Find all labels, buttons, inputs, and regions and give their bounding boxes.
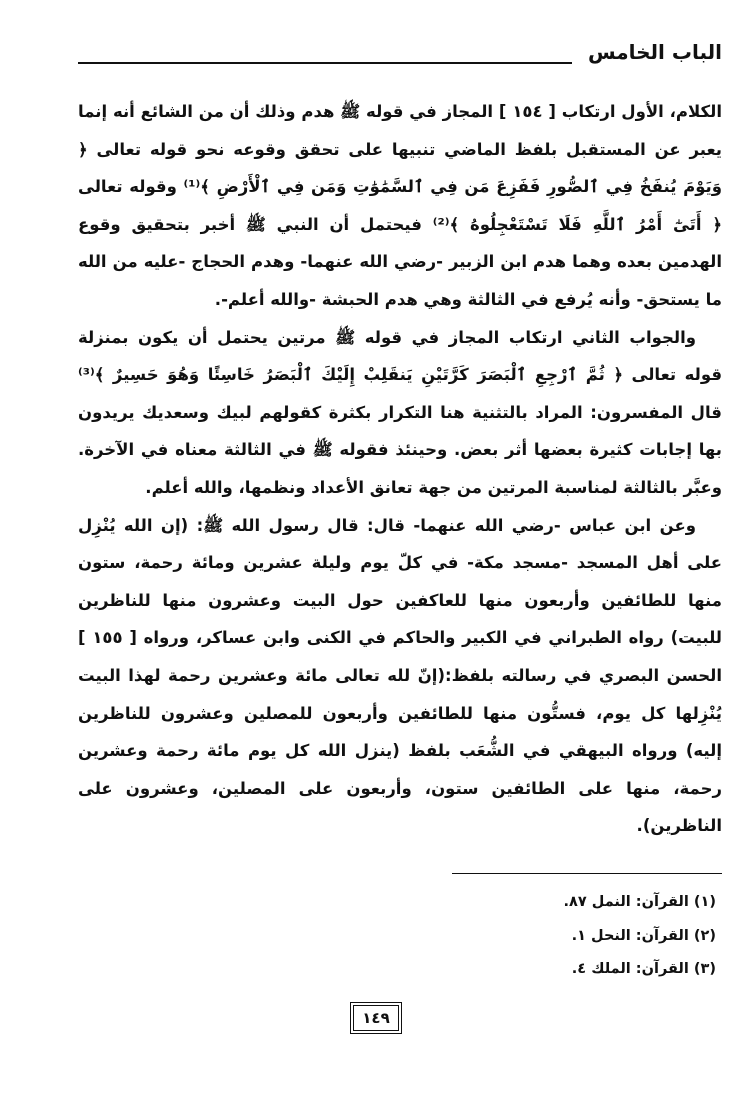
footnotes — [296, 886, 716, 987]
page-number: ١٤٩ — [353, 1005, 399, 1031]
main-text — [78, 93, 722, 845]
running-header — [78, 40, 722, 80]
paragraph-1: الكلام، الأول ارتكاب [ ١٥٤ ] المجاز في قوله ﷺ هدم وذلك أن من الشائع أنه إنما يعبر عن المستقبل بلفظ الماضي تنبيها على تحقق وقوعه نحو قوله تعالى ﴿ وَيَوْمَ يُنفَخُ فِي ٱلصُّورِ فَفَزِعَ مَن فِي ٱلسَّمَٰوَٰتِ وَمَن فِي ٱلْأَرْضِ ﴾⁽¹⁾ وقوله تعالى ﴿ أَتَىٰٓ أَمْرُ ٱللَّهِ فَلَا تَسْتَعْجِلُوهُ ﴾⁽²⁾ فيحتمل أن النبي ﷺ أخبر بتحقيق وقوع الهدمين بعده وهما هدم ابن الزبير -رضي الله عنهما- وهدم الحجاج -عليه من الله ما يستحق- وأنه يُرفع في الثالثة وهي هدم الحبشة -والله أعلم-. — [78, 102, 722, 309]
paragraph-3: وعن ابن عباس -رضي الله عنهما- قال: قال رسول الله ﷺ: (إن الله يُنْزِل على أهل المسجد -مسجد مكة- في كلّ يوم وليلة عشرين ومائة رحمة، ستون منها للطائفين وأربعون منها للعاكفين حول البيت وعشرون منها للناظرين للبيت) رواه الطبراني في الكبير والحاكم في الكنى وابن عساكر، ورواه [ ١٥٥ ] الحسن البصري في رسالته بلفظ:(إنّ لله تعالى مائة وعشرين رحمة لهذا البيت يُنْزِلها كل يوم، فستُّون منها للطائفين وأربعون للمصلين وعشرون للناظرين إليه) ورواه البيهقي في الشُّعَب بلفظ (ينزل الله كل يوم مائة رحمة وعشرين رحمة، منها على الطائفين ستون، وأربعون على المصلين، وعشرون على الناظرين). — [78, 515, 722, 836]
footnote-1: (١) القرآن: النمل ٨٧. — [563, 894, 716, 910]
footnote-3: (٣) القرآن: الملك ٤. — [571, 961, 716, 977]
footnote-2: (٢) القرآن: النحل ١. — [571, 927, 716, 944]
header-rule — [78, 62, 572, 64]
footnote-separator — [452, 873, 722, 874]
chapter-title: الباب الخامس — [587, 40, 722, 64]
paragraph-2: والجواب الثاني ارتكاب المجاز في قوله ﷺ مرتين يحتمل أن يكون بمنزلة قوله تعالى ﴿ ثُمَّ ٱرْجِعِ ٱلْبَصَرَ كَرَّتَيْنِ يَنقَلِبْ إِلَيْكَ ٱلْبَصَرُ خَاسِئًا وَهُوَ حَسِيرٌ ﴾⁽³⁾ قال المفسرون: المراد بالتثنية هنا التكرار بكثرة كقولهم لبيك وسعديك يريدون بها إجابات كثيرة بعضها أثر بعض. وحينئذ فقوله ﷺ في الثالثة معناه في الآخرة. وعبَّر بالثالثة لمناسبة المرتين من جهة تعانق الأعداد ونظمها، والله أعلم. — [78, 327, 722, 497]
